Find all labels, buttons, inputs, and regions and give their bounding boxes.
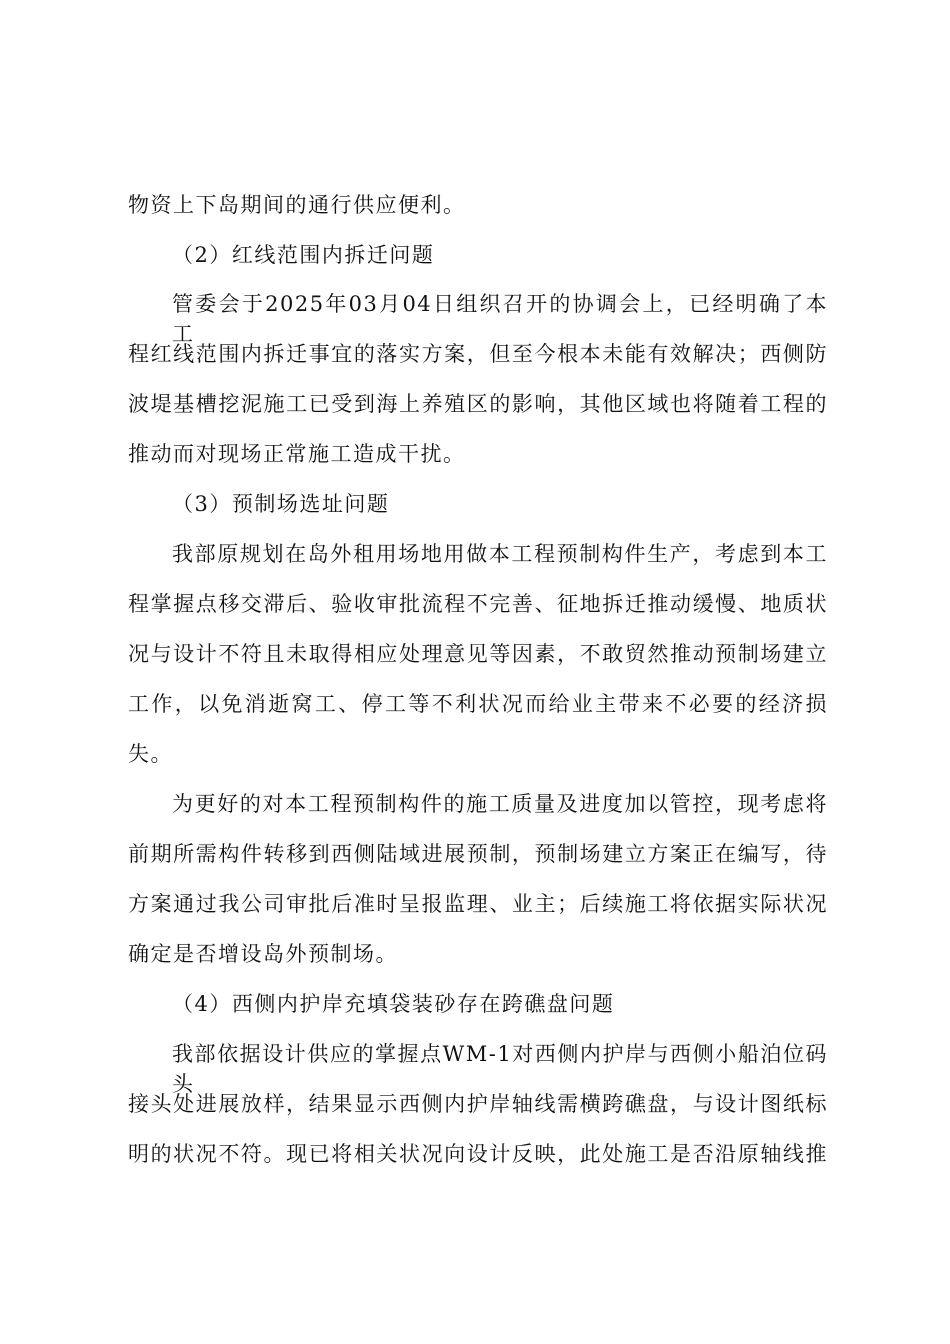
text-line-5: 波堤基槽挖泥施工已受到海上养殖区的影响，其他区域也将随着工程的 xyxy=(128,392,828,416)
text-line-9: 程掌握点移交滞后、验收审批流程不完善、征地拆迁推动缓慢、地质状 xyxy=(128,592,828,616)
text-line-18: 我部依据设计供应的掌握点WM-1对西侧内护岸与西侧小船泊位码头 xyxy=(172,1042,828,1096)
section-heading-2: （2）红线范围内拆迁问题 xyxy=(172,243,435,267)
text-line-12: 失。 xyxy=(128,742,173,766)
section-heading-3: （3）预制场选址问题 xyxy=(172,492,390,516)
text-line-4: 程红线范围内拆迁事宜的落实方案，但至今根本未能有效解决；西侧防 xyxy=(128,342,828,366)
text-line-1: 物资上下岛期间的通行供应便利。 xyxy=(128,193,466,217)
text-line-14: 前期所需构件转移到西侧陆域进展预制，预制场建立方案正在编写，待 xyxy=(128,842,828,866)
section-heading-4: （4）西侧内护岸充填袋装砂存在跨礁盘问题 xyxy=(172,992,615,1016)
text-line-11: 工作，以免消逝窝工、停工等不利状况而给业主带来不必要的经济损 xyxy=(128,692,828,716)
text-line-3: 管委会于2025年03月04日组织召开的协调会上，已经明确了本工 xyxy=(172,292,828,346)
text-line-19: 接头处进展放样，结果显示西侧内护岸轴线需横跨礁盘，与设计图纸标 xyxy=(128,1092,828,1116)
text-line-6: 推动而对现场正常施工造成干扰。 xyxy=(128,442,466,466)
text-line-20: 明的状况不符。现已将相关状况向设计反映，此处施工是否沿原轴线推 xyxy=(128,1142,828,1166)
text-line-15: 方案通过我公司审批后准时呈报监理、业主；后续施工将依据实际状况 xyxy=(128,892,828,916)
text-line-10: 况与设计不符且未取得相应处理意见等因素，不敢贸然推动预制场建立 xyxy=(128,642,828,666)
text-line-16: 确定是否增设岛外预制场。 xyxy=(128,942,398,966)
text-line-13: 为更好的对本工程预制构件的施工质量及进度加以管控，现考虑将 xyxy=(172,792,828,816)
text-line-8: 我部原规划在岛外租用场地用做本工程预制构件生产，考虑到本工 xyxy=(172,542,828,566)
